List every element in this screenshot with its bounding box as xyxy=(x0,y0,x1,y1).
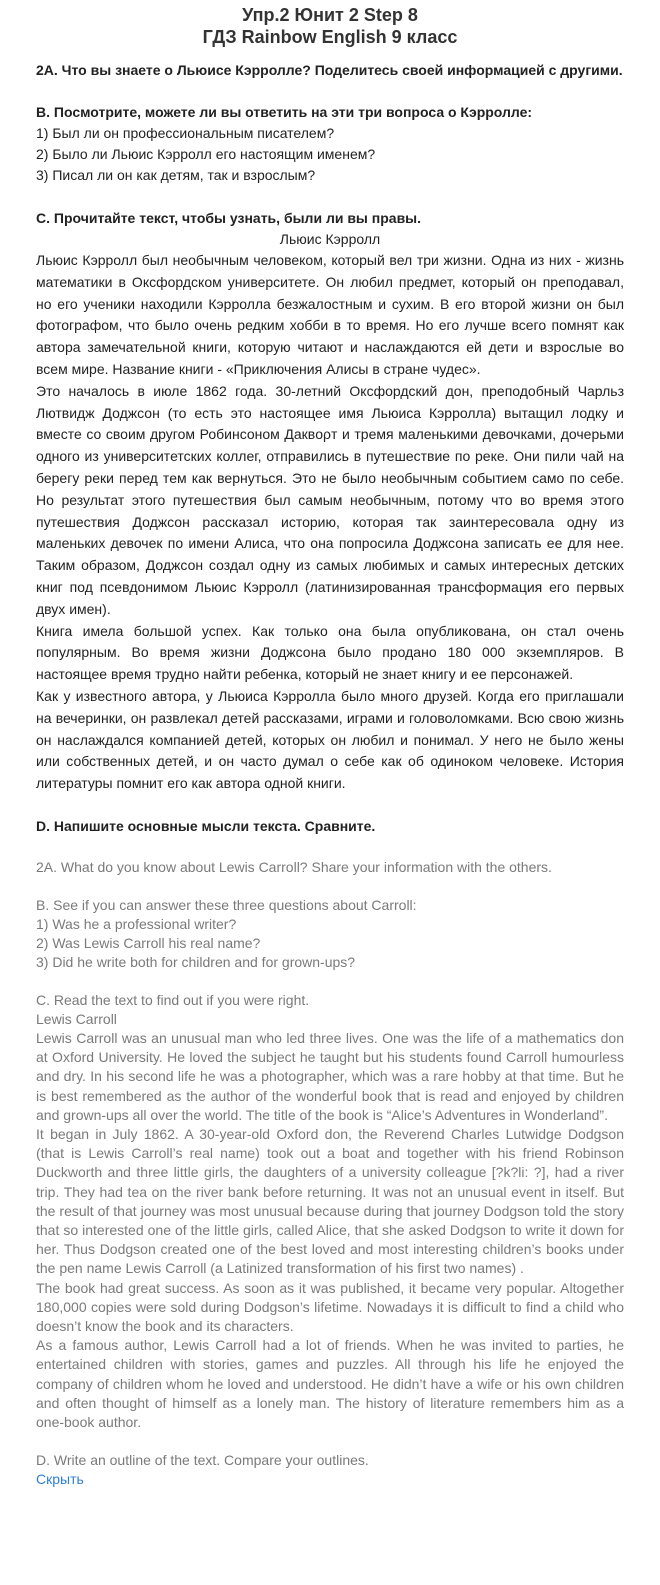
paragraph-ru-4: Как у известного автора, у Льюиса Кэрролла было много друзей. Когда его приглашали на вечеринки, он развлекал детей рассказами, играми и головоломками. Всю свою жизнь он наслаждался компанией детей, которых он любил и понимал. У него не было жены или собственных детей, и он часто думал о себе как об одиноком человеке. История литературы помнит его как автора одной книги. xyxy=(36,687,624,792)
page-title: Упр.2 Юнит 2 Step 8 xyxy=(242,5,418,25)
text-title-ru: Льюис Кэрролл xyxy=(279,231,381,247)
question-1-en: 1) Was he a professional writer? xyxy=(36,915,237,932)
question-2-ru: 2) Было ли Льюис Кэрролл его настоящим именем? xyxy=(36,146,376,162)
task-c-en: C. Read the text to find out if you were right. xyxy=(36,991,310,1008)
text-title-en: Lewis Carroll xyxy=(36,1010,117,1027)
paragraph-en-3: The book had great success. As soon as it was published, it became very popular. Altogether 180,000 copies were sold during Dodgson’s lifetime. Nowadays it is difficult to find a child who doesn’t know the book and its characters. xyxy=(36,1279,624,1334)
task-d-en: D. Write an outline of the text. Compare your outlines. xyxy=(36,1452,369,1469)
paragraph-en-1: Lewis Carroll was an unusual man who led three lives. One was the life of a mathematics don at Oxford University. He loved the subject he taught but his students found Carroll humourless and dry. In his second life he was a photographer, which was a rare hobby at that time. But he is best remembered as the author of the wonderful book that is read and enjoyed by children and grown-ups all over the world. The title of the book is “Alice’s Adventures in Wonderland”. xyxy=(36,1029,624,1123)
question-3-en: 3) Did he write both for children and for grown-ups? xyxy=(36,953,356,970)
question-2-en: 2) Was Lewis Carroll his real name? xyxy=(36,934,261,951)
question-1-ru: 1) Был ли он профессиональным писателем? xyxy=(36,125,335,141)
task-b-ru: B. Посмотрите, можете ли вы ответить на эти три вопроса о Кэрролле: xyxy=(36,104,533,120)
task-a-en: 2A. What do you know about Lewis Carroll? Share your information with the others. xyxy=(36,858,552,875)
paragraph-ru-1: Льюис Кэрролл был необычным человеком, который вел три жизни. Одна из них - жизнь математики в Оксфордском университете. Он любил предмет, который он преподавал, но его ученики находили Кэрролла безжалостным и сухим. В его второй жизни он был фотографом, что было очень редким хобби в то время. Но его лучше всего помнят как автора замечательной книги, которую читают и наслаждаются ей дети и взрослые во всем мире. Название книги - «Приключения Алисы в стране чудес». xyxy=(36,252,624,377)
paragraph-ru-3: Книга имела большой успех. Как только она была опубликована, он стал очень популярным. Во время жизни Доджсона было продано 180 000 экземпляров. В настоящее время трудно найти ребенка, который не знает книгу и ее персонажей. xyxy=(36,622,624,683)
russian-section xyxy=(36,60,624,837)
paragraph-en-2: It began in July 1862. A 30-year-old Oxford don, the Reverend Charles Lutwidge Dodgson (that is Lewis Carroll’s real name) took out a boat and together with his friend Robinson Duckworth and three little girls, the daughters of a university colleague [?k?li: ?], had a river trip. They had tea on the river bank before returning. It was not an unusual event in itself. But the result of that journey was most unusual because during that journey Dodgson told the story that so interested one of the little girls, called Alice, that she asked Dodgson to write it down for her. Thus Dodgson created one of the best loved and most interesting children’s books under the pen name Lewis Carroll (a Latinized transformation of his first two names) . xyxy=(36,1125,624,1277)
task-d-ru: D. Напишите основные мысли текста. Сравните. xyxy=(36,817,376,834)
task-b-en: B. See if you can answer these three questions about Carroll: xyxy=(36,896,417,913)
page-subtitle: ГДЗ Rainbow English 9 класс xyxy=(202,27,458,47)
paragraph-ru-2: Это началось в июле 1862 года. 30-летний Оксфордский дон, преподобный Чарльз Лютвидж Доджсон (то есть это настоящее имя Льюиса Кэрролла) вытащил лодку и вместе со своим другом Робинсоном Даквορт и тремя маленькими девочками, дочерьми одного из университетских коллег, отправились в путешествие по реке. Они пили чай на берегу реки перед тем как вернуться. Это не было необычным событием само по себе. Но результат этого путешествия был самым необычным, потому что во время этого путешествия Доджсон рассказал историю, которая так заинтересовала одну из маленьких девочек по имени Алиса, что она попросила Доджсона записать ее для нее. Таким образом, Доджсон создал одну из самых любимых и самых интересных детских книг под псевдонимом Льюис Кэрролл (латинизированная трансформация его первых двух имен). xyxy=(36,382,624,617)
paragraph-en-4: As a famous author, Lewis Carroll had a lot of friends. When he was invited to parties, he entertained children with stories, games and puzzles. All through his life he enjoyed the company of children whom he loved and understood. He didn’t have a wife or his own children and often thought of himself as a lonely man. The history of literature remembers him as a one-book author. xyxy=(36,1337,624,1430)
task-c-ru: C. Прочитайте текст, чтобы узнать, были ли вы правы. xyxy=(36,210,422,226)
question-3-ru: 3) Писал ли он как детям, так и взрослым? xyxy=(36,167,316,183)
english-section xyxy=(36,858,624,1470)
task-a-ru: 2A. Что вы знаете о Льюисе Кэрролле? Поделитесь своей информацией с другими. xyxy=(36,62,623,78)
hide-link[interactable]: Скрыть xyxy=(36,1471,84,1488)
